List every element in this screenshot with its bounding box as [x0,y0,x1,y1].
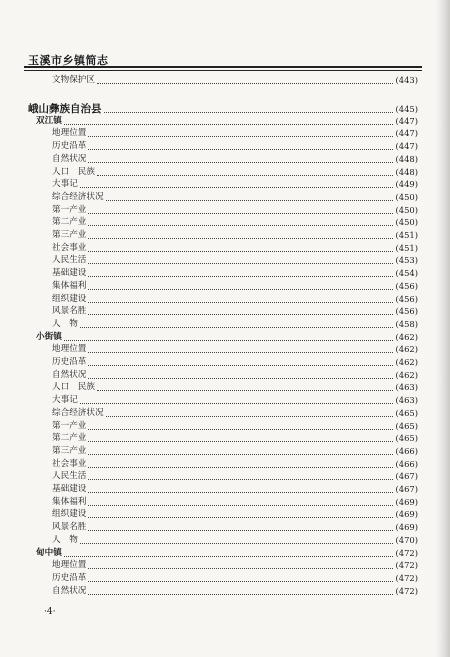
toc-entry [52,343,418,355]
dot-leader [64,340,394,341]
dot-leader [80,403,394,404]
toc-entry [52,191,418,203]
toc-entry-title: 基础建设 [52,268,87,279]
header-rule-thick [24,66,422,68]
toc-entry-title: 小街镇 [36,331,62,342]
toc-entry [52,445,418,457]
toc-entry-title: 第一产业 [52,204,87,215]
dot-leader [88,263,393,264]
toc-entry [52,369,418,381]
toc-entry [52,572,418,584]
toc-entry-title: 第二产业 [52,433,87,444]
dot-leader [88,302,393,303]
toc-entry [52,318,418,330]
toc-entry-page: (470) [395,534,418,545]
toc-entry [52,153,418,165]
toc-entry-page: (454) [395,268,418,279]
dot-leader [64,124,394,125]
toc-entry-page: (449) [395,179,418,190]
toc-entry-title: 甸中镇 [36,547,62,558]
toc-entry-title: 集体福利 [52,496,87,507]
dot-leader [88,581,393,582]
toc-entry-page: (456) [395,306,418,317]
toc-entry-title: 地理位置 [52,560,87,571]
toc-entry [52,242,418,254]
toc-entry [52,496,418,508]
toc-entry [52,483,418,495]
toc-entry [52,585,418,597]
dot-leader [88,365,393,366]
dot-leader [88,492,393,493]
toc-entry [52,293,418,305]
dot-leader [88,213,393,214]
dot-leader [88,467,393,468]
dot-leader [97,83,393,84]
dot-leader [88,505,393,506]
toc-entry [52,458,418,470]
toc-entry-title: 组织建设 [52,509,87,520]
toc-entry-page: (448) [395,153,418,164]
toc-entry-page: (456) [395,280,418,291]
toc-entry-page: (447) [395,141,418,152]
dot-leader [88,568,393,569]
toc-entry-page: (450) [395,217,418,228]
toc-entry-title: 第二产业 [52,217,87,228]
toc-entry-page: (466) [395,445,418,456]
dot-leader [88,441,393,442]
toc-entry-page: (469) [395,509,418,520]
toc-entry-page: (463) [395,395,418,406]
toc-entry [52,521,418,533]
toc-entry-title: 综合经济状况 [52,407,104,418]
toc-entry-title: 自然状况 [52,369,87,380]
toc-entry [52,280,418,292]
toc-entry-page: (448) [395,166,418,177]
toc-entry-title: 风景名胜 [52,306,87,317]
toc-entry-page: (465) [395,407,418,418]
dot-leader [88,162,393,163]
toc-entry-page: (469) [395,522,418,533]
toc-entry [52,216,418,228]
toc-entry-title: 风景名胜 [52,522,87,533]
dot-leader [64,556,394,557]
toc-entry-title: 历史沿革 [52,357,87,367]
toc-entry [52,420,418,432]
dot-leader [88,238,393,239]
dot-leader [88,594,393,595]
toc-entry-title: 人口 民族 [52,382,95,393]
toc-entry-title: 人民生活 [52,255,87,266]
dot-leader [88,530,393,531]
toc-entry-title: 人 物 [52,534,78,545]
page-binding-shadow [436,0,450,657]
dot-leader [97,175,393,176]
toc-entry-title: 综合经济状况 [52,191,104,202]
dot-leader [88,225,393,226]
toc-entry-title: 文物保护区 [52,75,95,85]
toc-entry-title: 人民生活 [52,471,87,482]
dot-leader [88,314,393,315]
toc-entry [52,74,418,86]
dot-leader [80,327,394,328]
toc-entry [52,534,418,546]
toc-entry-title: 社会事业 [52,242,87,253]
toc-entry-page: (465) [395,420,418,431]
toc-entry-page: (465) [395,433,418,444]
toc-entry-title: 历史沿革 [52,572,87,583]
toc-entry-title: 大事记 [52,395,78,406]
dot-leader [106,200,394,201]
toc-entry-title: 双江镇 [36,115,62,126]
toc-entry-title: 地理位置 [52,128,87,139]
toc-entry [52,559,418,571]
toc-entry-page: (462) [395,357,418,367]
toc-county-heading [28,101,418,115]
dot-leader [80,187,394,188]
dot-leader [88,429,393,430]
toc-entry-title: 自然状况 [52,585,87,596]
toc-town-heading [36,331,418,343]
toc-entry [52,305,418,317]
toc-entry-page: (451) [395,230,418,240]
dot-leader [88,454,393,455]
dot-leader [88,352,393,353]
toc-entry [52,204,418,216]
toc-entry-page: (447) [395,128,418,139]
dot-leader [88,276,393,277]
dot-leader [104,112,394,113]
toc-entry-title: 大事记 [52,179,78,190]
toc-entry-page: (467) [395,484,418,494]
toc-entry-page: (466) [395,458,418,469]
dot-leader [88,149,393,150]
toc-entry-page: (458) [395,318,418,329]
toc-entry [52,381,418,393]
page-number: ·4· [44,607,56,617]
toc-entry-title: 自然状况 [52,153,87,164]
toc-town-heading [36,547,418,559]
toc-entry-title: 地理位置 [52,344,87,355]
toc-entry [52,229,418,241]
dot-leader [88,517,393,518]
toc-entry [52,166,418,178]
toc-entry-page: (462) [395,369,418,380]
toc-entry [52,356,418,368]
toc-entry [52,127,418,139]
toc-entry-page: (472) [395,585,418,596]
toc-entry-page: (443) [395,75,418,85]
toc-entry [52,267,418,279]
dot-leader [80,543,394,544]
toc-entry-title: 社会事业 [52,458,87,469]
dot-leader [106,416,394,417]
running-header: 玉溪市乡镇简志 [28,54,109,67]
toc-entry-page: (450) [395,204,418,215]
toc-entry-page: (447) [395,115,418,126]
dot-leader [97,390,393,391]
toc-entry [52,140,418,152]
toc-entry [52,407,418,419]
toc-entry [52,432,418,444]
toc-entry-page: (453) [395,255,418,266]
dot-leader [88,136,393,137]
toc-entry-page: (462) [395,344,418,355]
toc-entry-title: 第三产业 [52,445,87,456]
toc-entry-page: (456) [395,293,418,304]
dot-leader [88,251,393,252]
toc-entry-page: (450) [395,191,418,202]
toc-entry-title: 基础建设 [52,484,87,494]
toc-entry [52,178,418,190]
toc-entry-title: 历史沿革 [52,141,87,152]
toc-entry-title: 峨山彝族自治县 [28,102,102,115]
toc-entry-page: (445) [395,103,418,114]
header-rule-thin [24,70,422,71]
toc-entry-page: (463) [395,382,418,393]
dot-leader [88,289,393,290]
toc-entry-page: (472) [395,572,418,583]
toc-entry [52,394,418,406]
toc-entry-page: (469) [395,496,418,507]
toc-entry-title: 集体福利 [52,280,87,291]
toc-entry [52,254,418,266]
dot-leader [88,479,393,480]
toc-entry-title: 第一产业 [52,420,87,431]
toc-entry-page: (462) [395,331,418,342]
toc-town-heading [36,115,418,127]
toc-entry-title: 组织建设 [52,293,87,304]
toc-entry [52,470,418,482]
toc-entry-page: (472) [395,547,418,558]
toc-entry [52,508,418,520]
toc-entry-title: 第三产业 [52,230,87,240]
toc-entry-page: (472) [395,560,418,571]
toc-entry-title: 人 物 [52,318,78,329]
dot-leader [88,378,393,379]
toc-entry-title: 人口 民族 [52,166,95,177]
toc-entry-page: (467) [395,471,418,482]
toc-entry-page: (451) [395,242,418,253]
